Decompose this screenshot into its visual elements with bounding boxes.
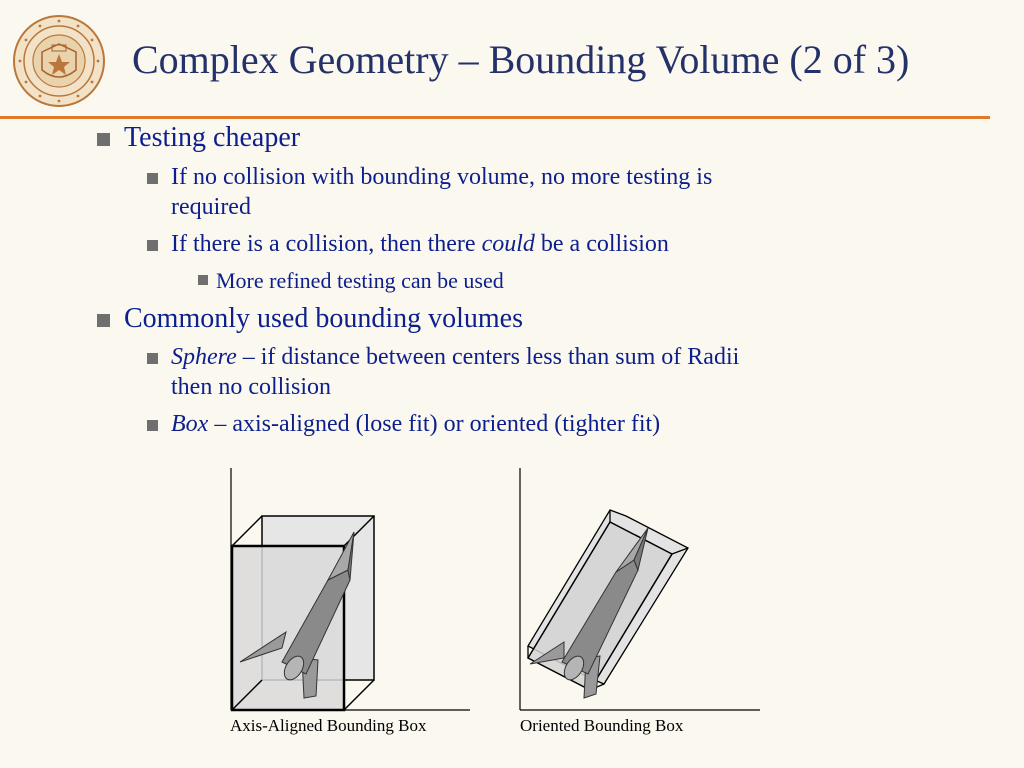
university-seal-icon <box>12 14 106 108</box>
bullet-text: – axis-aligned (lose fit) or oriented (tighter fit) <box>208 411 661 437</box>
axis-aligned-diagram <box>231 468 470 710</box>
bullet-text: Commonly used bounding volumes <box>124 303 523 334</box>
bullet-text: – if distance between centers less than sum of Radii <box>236 344 740 370</box>
bullet-text: More refined testing can be used <box>216 268 504 293</box>
bullet-testing-cheaper <box>124 122 300 154</box>
square-bullet-icon <box>198 275 208 285</box>
bullet-sphere <box>171 344 739 372</box>
square-bullet-icon <box>147 420 158 431</box>
bullet-could-collide <box>171 231 669 259</box>
bullet-text: required <box>171 194 251 220</box>
bullet-box <box>171 411 660 439</box>
right-figure-caption: Oriented Bounding Box <box>520 716 684 735</box>
bullet-text: Testing cheaper <box>124 122 301 153</box>
bullet-no-collision <box>171 164 712 192</box>
bullet-text: If there is a collision, then there <box>171 231 482 257</box>
bullet-refined-testing <box>216 268 504 293</box>
bullet-text: If no collision with bounding volume, no more testing is <box>171 164 713 190</box>
bullet-emphasis: Sphere <box>171 344 237 370</box>
slide-title: Complex Geometry – Bounding Volume (2 of 3) <box>132 37 910 82</box>
square-bullet-icon <box>97 314 110 327</box>
square-bullet-icon <box>147 173 158 184</box>
bullet-emphasis: Box <box>171 411 209 437</box>
oriented-diagram <box>520 468 760 710</box>
bullet-text: be a collision <box>534 231 669 257</box>
bullet-emphasis: could <box>481 231 535 257</box>
bullet-sphere-continued <box>171 374 331 402</box>
bullet-no-collision-continued <box>171 194 251 222</box>
square-bullet-icon <box>147 240 158 251</box>
square-bullet-icon <box>97 133 110 146</box>
bullet-text: then no collision <box>171 374 331 400</box>
square-bullet-icon <box>147 353 158 364</box>
bullet-common-volumes <box>124 303 523 335</box>
title-divider <box>0 116 990 119</box>
left-figure-caption: Axis-Aligned Bounding Box <box>230 716 427 735</box>
